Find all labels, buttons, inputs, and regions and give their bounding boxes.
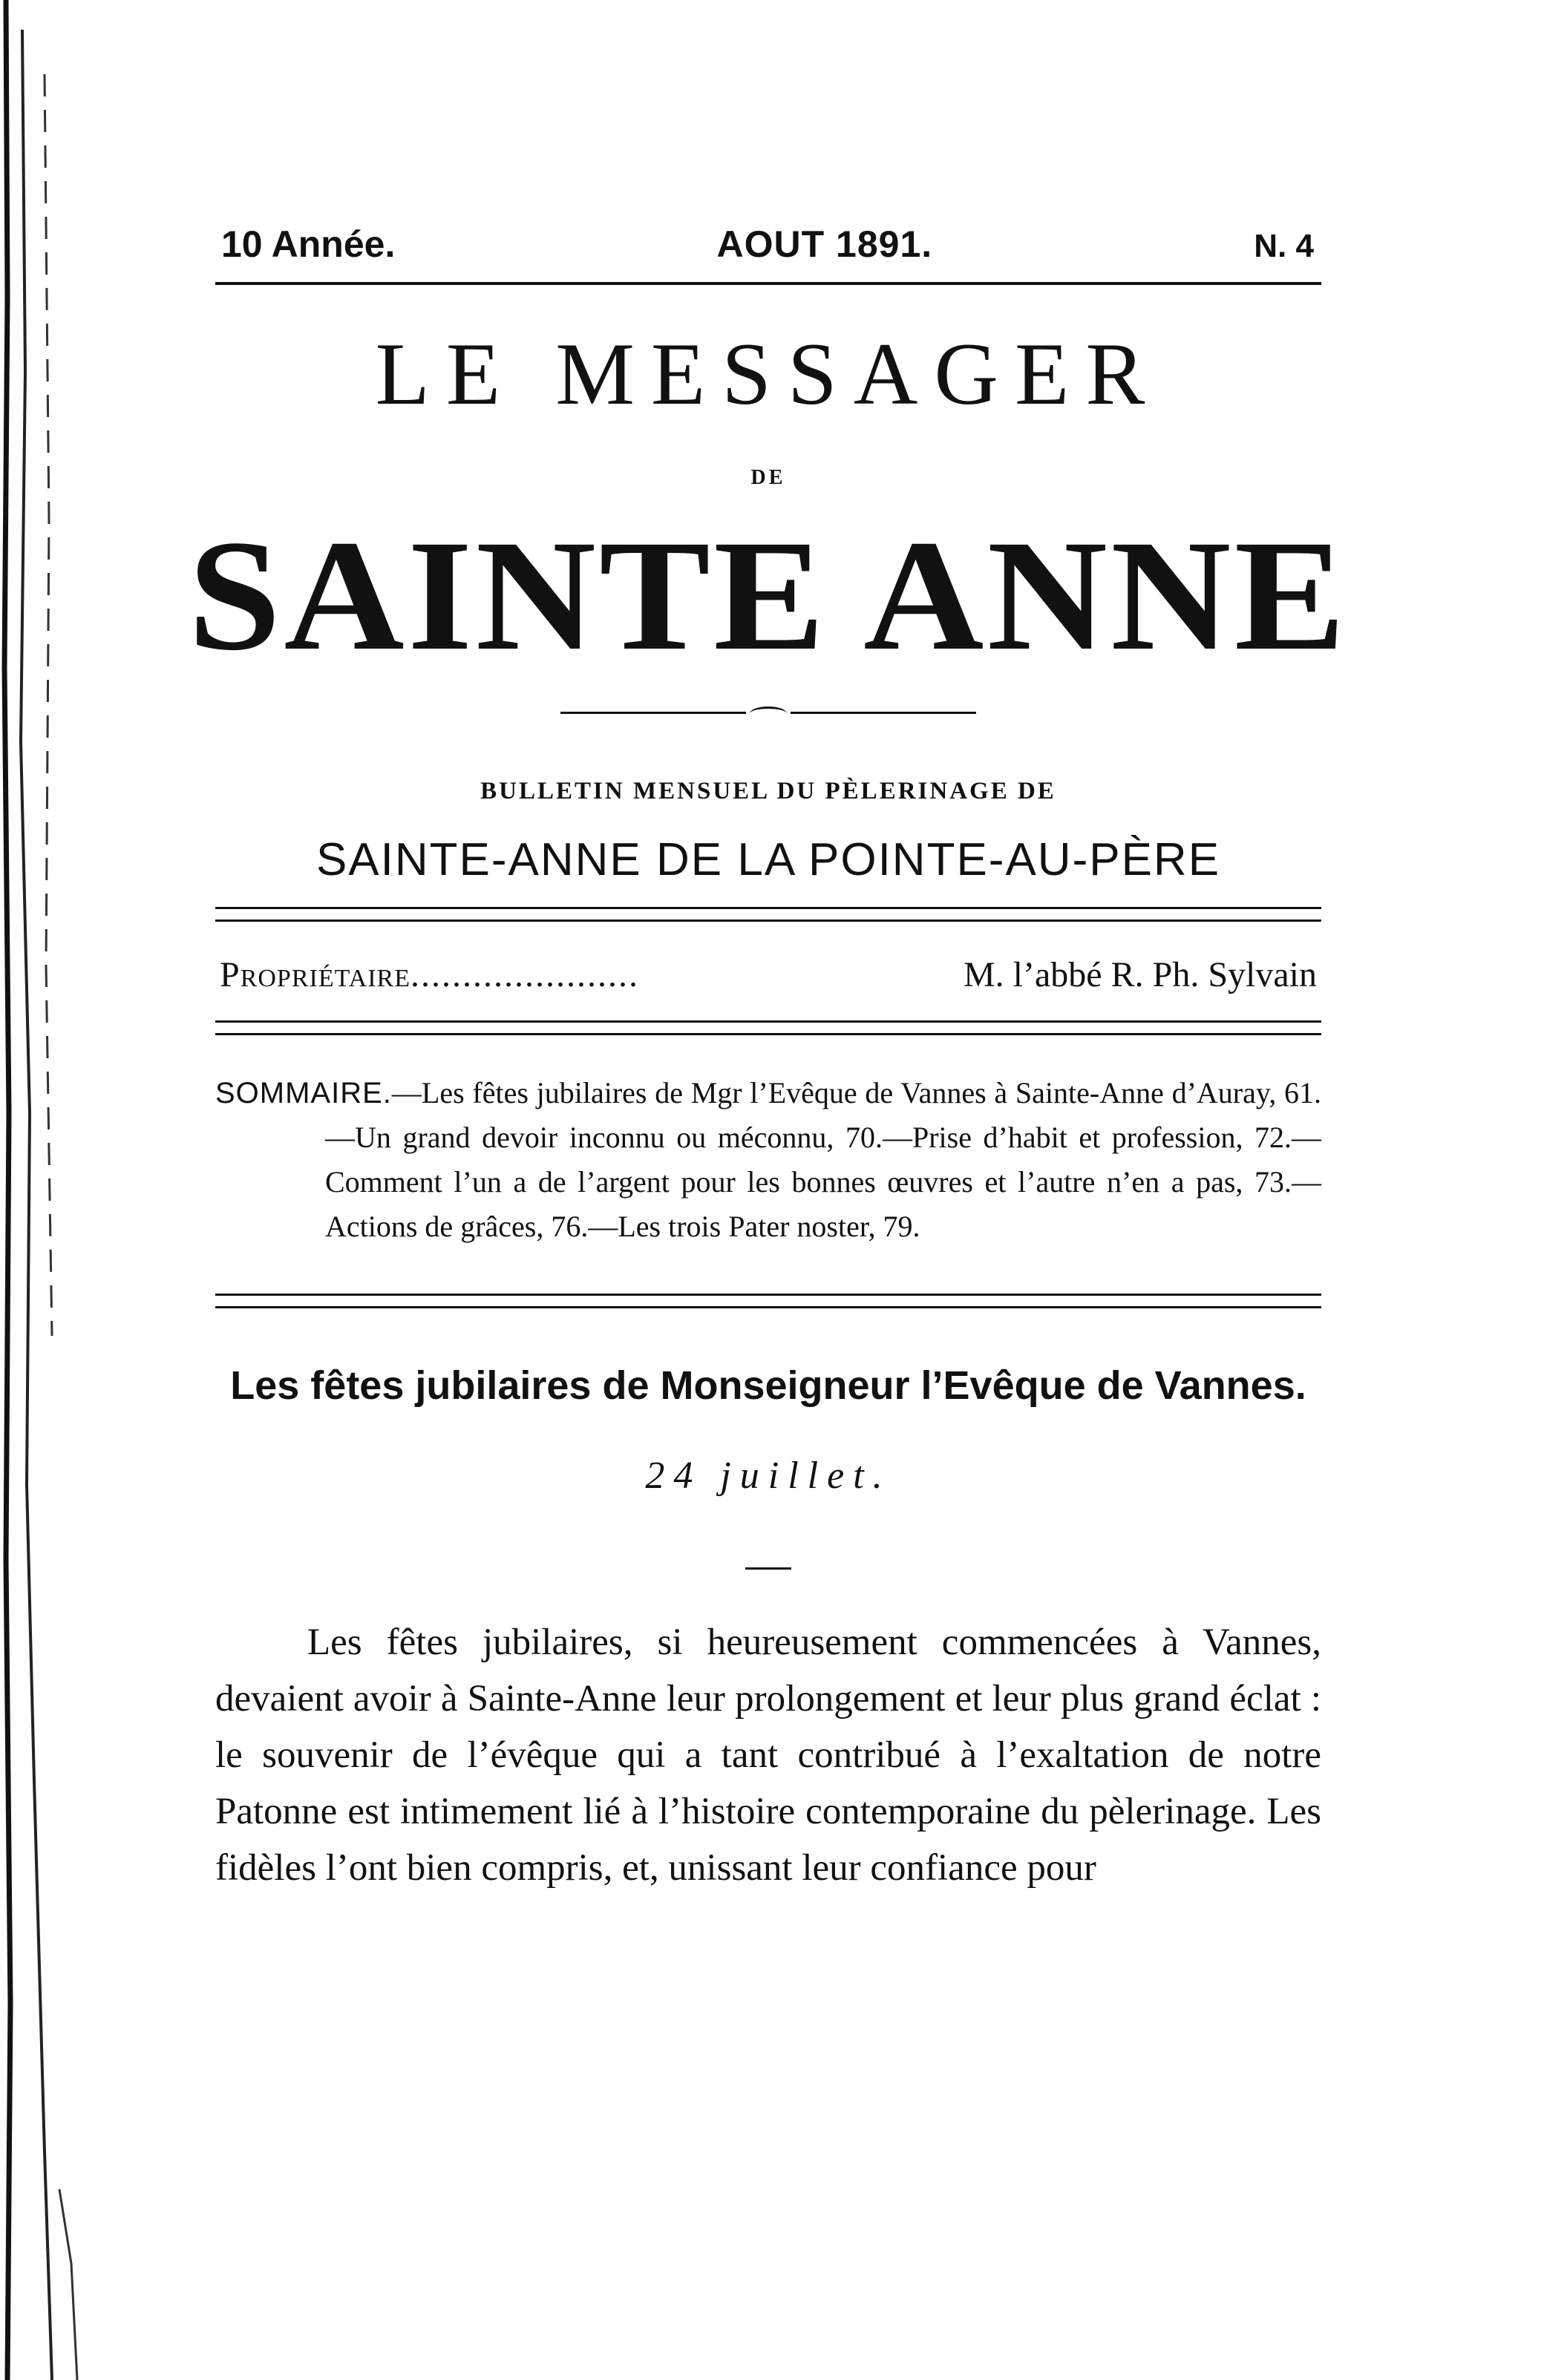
issue-year: 10 Année. — [221, 223, 396, 265]
article-body-paragraph: Les fêtes jubilaires, si heureusement commencées à Vannes, devaient avoir à Sainte-Anne leur prolongement et leur plus grand éclat : le souvenir de l’évêque qui a tant contribué à l’exaltation de notre Patonne est intimement lié à l’histoire contemporaine du pèlerinage. Les fidèles l’ont bien compris, et, unissant leur confiance pour — [215, 1622, 1321, 1889]
proprietor-name: M. l’abbé R. Ph. Sylvain — [964, 955, 1317, 994]
section-dash — [745, 1567, 791, 1570]
article-title: Les fêtes jubilaires de Monseigneur l’Evêque de Vannes. — [230, 1363, 1306, 1408]
place-double-rule — [215, 907, 1321, 922]
issue-date: AOUT 1891. — [716, 223, 933, 265]
masthead-title: LE MESSAGER — [375, 324, 1162, 423]
dateline-text: 24 juillet. — [645, 1455, 892, 1497]
proprietor-label: Propriétaire — [220, 955, 410, 994]
document-page — [188, 223, 1349, 1934]
issue-header — [215, 223, 1321, 282]
masthead-connector: DE — [750, 466, 786, 489]
proprietor-double-rule — [215, 1020, 1321, 1035]
proprietor-leader-dots: ...................... — [410, 955, 639, 994]
issue-number: N. 4 — [1254, 228, 1314, 264]
bulletin-subtitle: BULLETIN MENSUEL DU PÈLERINAGE DE — [480, 778, 1056, 804]
article-dateline — [215, 1454, 1321, 1498]
table-of-contents — [215, 1071, 1321, 1249]
book-spine-edge — [0, 0, 82, 2380]
ornamental-divider — [560, 705, 976, 720]
pilgrimage-place: SAINTE-ANNE DE LA POINTE-AU-PÈRE — [315, 834, 1221, 885]
masthead-saint-name: SAINTE ANNE — [188, 508, 1349, 683]
sommaire-double-rule — [215, 1294, 1321, 1308]
sommaire-label: SOMMAIRE. — [215, 1077, 392, 1109]
sommaire-text: —Les fêtes jubilaires de Mgr l’Evêque de Vannes à Sainte-Anne d’Auray, 61.—Un grand devoir inconnu ou méconnu, 70.—Prise d’habit et profession, 72.—Comment l’un a de l’argent pour les bonnes œuvres et l’autre n’en a pas, 73.—Actions de grâces, 76.—Les trois Pater noster, 79. — [325, 1076, 1321, 1243]
proprietor-line — [215, 954, 1321, 995]
header-rule — [215, 282, 1321, 285]
